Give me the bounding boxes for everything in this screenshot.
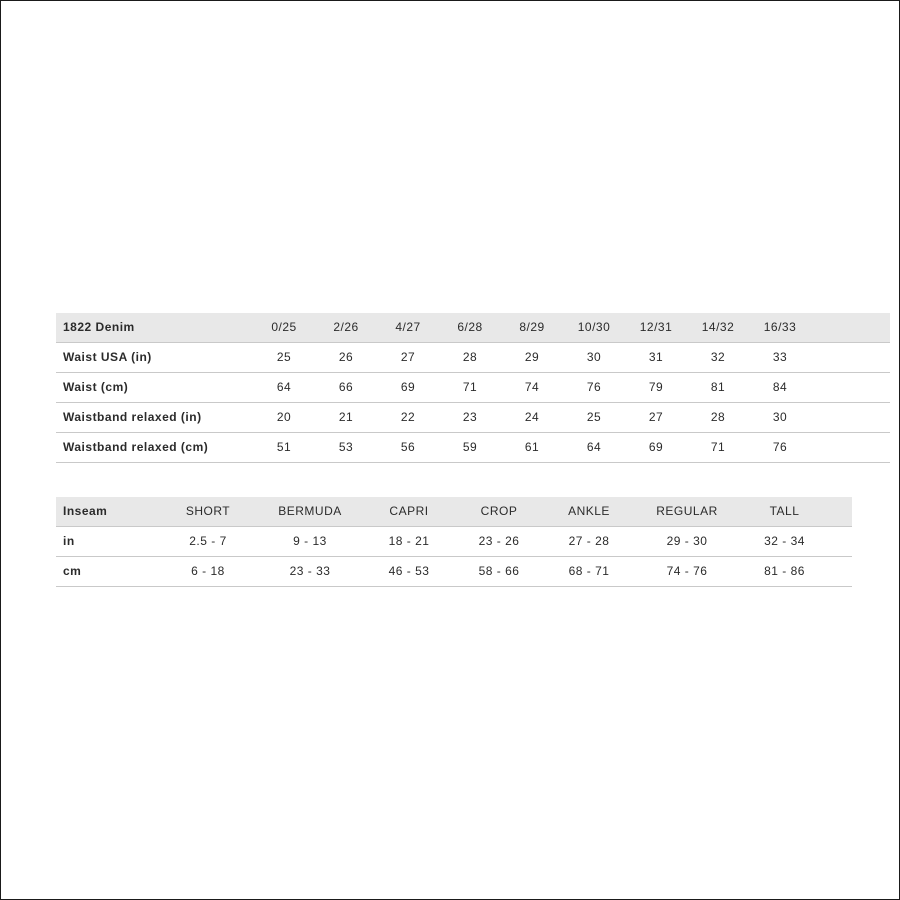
table-cell: 18 - 21 [364,526,454,556]
table-cell: 76 [749,432,811,462]
table-cell: 28 [687,402,749,432]
denim-size-header: 6/28 [457,320,483,335]
table-cell: 68 - 71 [544,556,634,586]
table-cell: 29 - 30 [634,526,740,556]
table-cell: 76 [563,372,625,402]
table-cell: 53 [315,432,377,462]
table-cell: 25 [253,342,315,372]
inseam-length-header: ANKLE [568,504,610,519]
denim-header-row [56,313,890,342]
table-cell: 32 [687,342,749,372]
denim-size-header: 2/26 [333,320,359,335]
row-label: cm [56,556,160,586]
row-label: Waistband relaxed (in) [56,402,253,432]
table-cell: 71 [439,372,501,402]
table-cell: 23 - 33 [256,556,364,586]
table-cell: 79 [625,372,687,402]
table-cell: 27 [377,342,439,372]
row-label: Waist USA (in) [56,342,253,372]
denim-size-header: 12/31 [639,320,673,335]
denim-size-header: 0/25 [271,320,297,335]
table-cell: 27 - 28 [544,526,634,556]
table-cell: 61 [501,432,563,462]
table-spacer-cell [829,526,852,556]
table-cell: 24 [501,402,563,432]
table-cell: 2.5 - 7 [160,526,256,556]
row-label: Waistband relaxed (cm) [56,432,253,462]
row-label: Waist (cm) [56,372,253,402]
table-cell: 46 - 53 [364,556,454,586]
denim-size-header: 10/30 [577,320,611,335]
table-cell: 64 [563,432,625,462]
table-cell: 51 [253,432,315,462]
table-spacer-cell [811,432,890,462]
table-cell: 29 [501,342,563,372]
inseam-size-table [56,497,852,587]
table-cell: 21 [315,402,377,432]
table-cell: 81 - 86 [740,556,829,586]
table-spacer-cell [811,402,890,432]
inseam-length-header: TALL [769,504,800,519]
inseam-length-header: CAPRI [389,504,429,519]
inseam-header-spacer [829,497,852,526]
table-cell: 58 - 66 [454,556,544,586]
denim-row-waist-usa-in [56,342,890,372]
denim-size-header: 14/32 [701,320,735,335]
table-cell: 71 [687,432,749,462]
table-cell: 81 [687,372,749,402]
table-cell: 22 [377,402,439,432]
table-cell: 33 [749,342,811,372]
table-cell: 84 [749,372,811,402]
table-cell: 27 [625,402,687,432]
denim-row-waistband-relaxed-in [56,402,890,432]
table-cell: 9 - 13 [256,526,364,556]
table-spacer-cell [811,372,890,402]
inseam-length-header: CROP [480,504,518,519]
denim-row-waistband-relaxed-cm [56,432,890,462]
table-cell: 56 [377,432,439,462]
table-cell: 74 - 76 [634,556,740,586]
table-cell: 23 - 26 [454,526,544,556]
table-spacer-cell [811,342,890,372]
denim-header-label: 1822 Denim [63,320,135,335]
table-cell: 6 - 18 [160,556,256,586]
table-cell: 66 [315,372,377,402]
table-cell: 30 [563,342,625,372]
row-label: in [56,526,160,556]
inseam-row-cm [56,556,852,586]
table-cell: 59 [439,432,501,462]
inseam-header-label: Inseam [63,504,108,519]
inseam-length-header: SHORT [185,504,231,519]
denim-size-header: 4/27 [395,320,421,335]
inseam-header-row [56,497,852,526]
table-cell: 32 - 34 [740,526,829,556]
table-cell: 30 [749,402,811,432]
table-cell: 69 [377,372,439,402]
table-cell: 25 [563,402,625,432]
table-cell: 74 [501,372,563,402]
table-cell: 20 [253,402,315,432]
denim-size-header: 16/33 [763,320,797,335]
denim-size-table [56,313,890,463]
table-cell: 28 [439,342,501,372]
denim-size-header: 8/29 [519,320,545,335]
inseam-length-header: BERMUDA [278,504,342,519]
table-cell: 69 [625,432,687,462]
inseam-row-in [56,526,852,556]
table-cell: 26 [315,342,377,372]
table-cell: 31 [625,342,687,372]
denim-header-spacer [811,313,890,342]
table-cell: 23 [439,402,501,432]
table-spacer-cell [829,556,852,586]
table-cell: 64 [253,372,315,402]
inseam-length-header: REGULAR [656,504,718,519]
denim-row-waist-cm [56,372,890,402]
